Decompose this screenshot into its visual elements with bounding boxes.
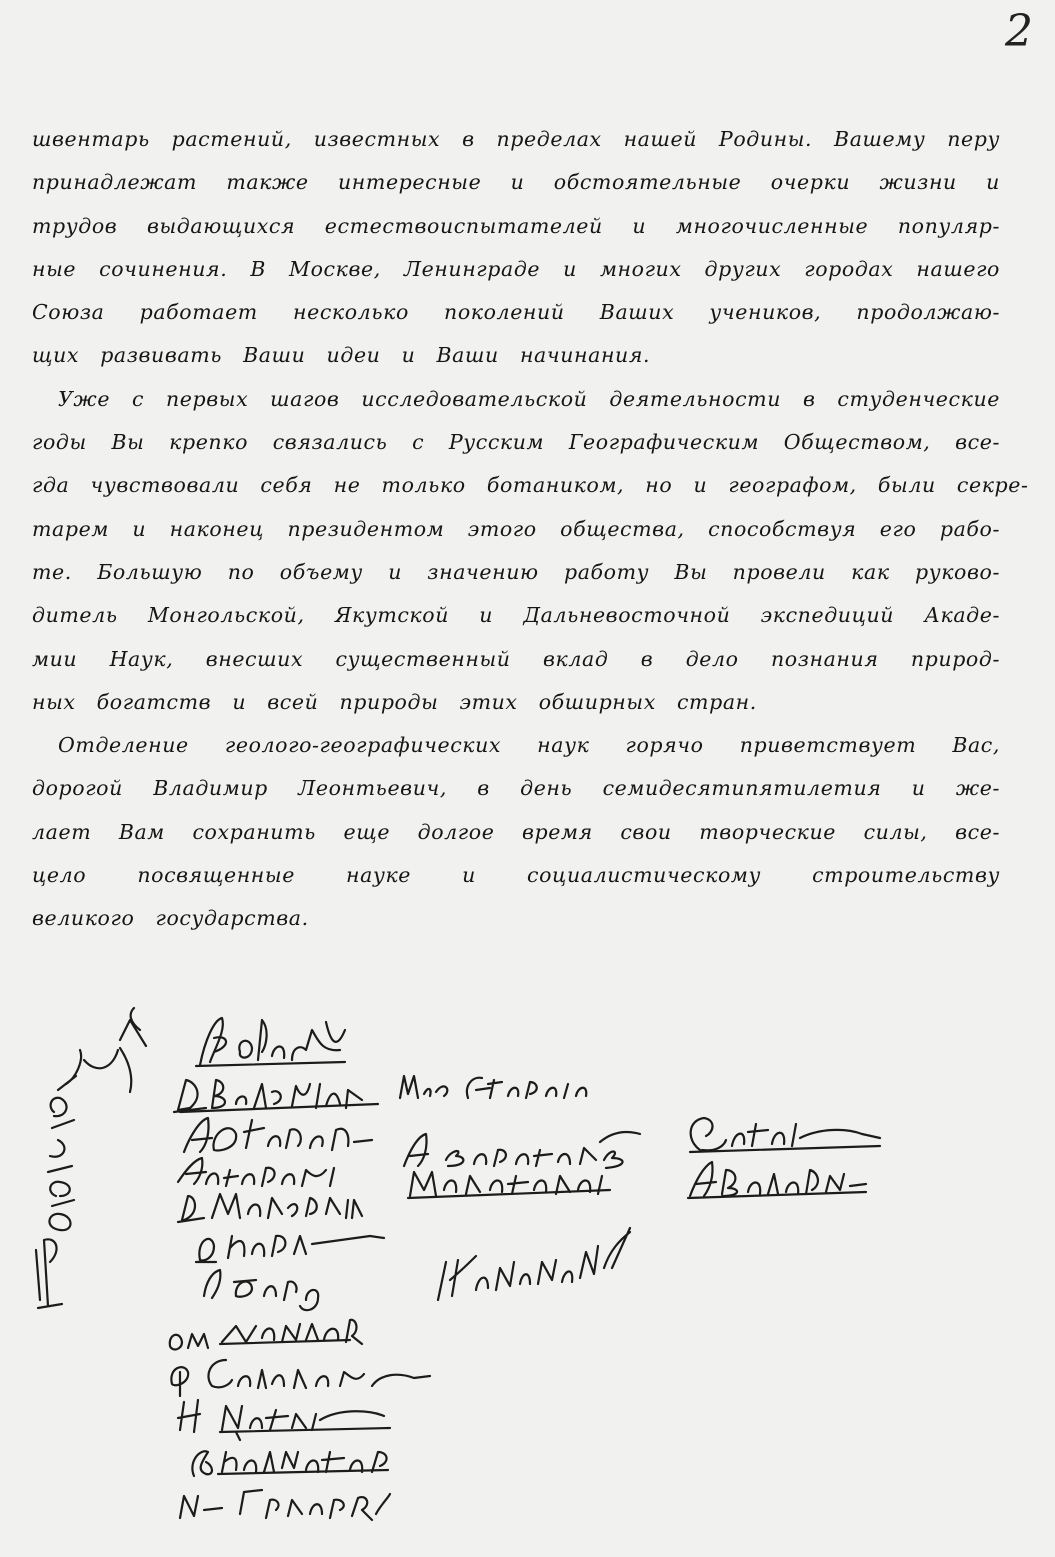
- signature-korzh: [196, 1236, 384, 1262]
- text-line: щих развивать Ваши идеи и Ваши начинания.: [32, 343, 651, 368]
- signatures-drawing: [0, 1000, 1055, 1540]
- signature-arkhangelsky: [178, 1158, 334, 1186]
- signature-katushenok: [438, 1228, 630, 1300]
- text-line: трудов выдающихся естествоиспытателей и многочисленные популяр-: [32, 213, 1000, 238]
- signature-fersman: [184, 1118, 372, 1152]
- signature-block: [0, 1000, 1055, 1540]
- text-line: те. Большую по объему и значению работу Вы провели как руково-: [32, 559, 1000, 584]
- letter-body: [32, 118, 1029, 941]
- text-line: гда чувствовали себя не только ботаником, но и географом, были секре-: [32, 473, 1029, 498]
- signature-malyavkin: [178, 1194, 362, 1222]
- signature-obruchev: [196, 1018, 345, 1066]
- signature-tsitsin: [178, 1400, 390, 1440]
- text-line: мии Наук, внесших существенный вклад в дело познания природ-: [32, 646, 1000, 671]
- signature-volodin: [688, 1162, 866, 1198]
- page-number: 2: [1005, 6, 1033, 57]
- signature-grigoriev: [180, 1490, 390, 1520]
- signature-kolbitov: [192, 1451, 388, 1476]
- signature-saukov: [171, 1360, 430, 1396]
- text-line: лает Вам сохранить еще долгое время свои творческие силы, все-: [32, 819, 1000, 844]
- signature-gerasimov-vertical: [36, 1008, 146, 1308]
- signature-strakhov: [170, 1320, 362, 1350]
- text-line: цело посвященные науке и социалистическому строительству: [32, 863, 1000, 888]
- signature-matveev: [690, 1118, 880, 1152]
- text-line: ные сочинения. В Москве, Ленинграде и многих других городах нашего: [32, 256, 1000, 281]
- text-line: швентарь растений, известных в пределах нашей Родины. Вашему перу: [32, 127, 1000, 151]
- text-line: дитель Монгольской, Якутской и Дальневосточной экспедиций Акаде-: [32, 603, 1000, 628]
- text-line: Отделение геолого-географических наук горячо приветствует Вас,: [58, 733, 1000, 758]
- signature-maslennikov: [408, 1172, 610, 1198]
- text-line: дорогой Владимир Леонтьевич, в день семидесятипятилетия и же-: [32, 776, 1000, 801]
- text-line: Уже с первых шагов исследовательской деятельности в студенческие: [58, 386, 1000, 411]
- text-line: годы Вы крепко связались с Русским Географическим Обществом, все-: [32, 430, 1000, 455]
- text-line: тарем и наконец президентом этого общества, способствуя его рабо-: [32, 516, 1000, 541]
- text-line: принадлежат также интересные и обстоятельные очерки жизни и: [32, 170, 1000, 195]
- signature-belyankin: [174, 1080, 378, 1112]
- text-line: великого государства.: [32, 906, 309, 931]
- signature-zavaritsky: [404, 1132, 640, 1168]
- signature-stepanov: [400, 1076, 586, 1098]
- text-line: ных богатств и всей природы этих обширных стран.: [32, 689, 757, 714]
- text-line: Союза работает несколько поколений Ваших учеников, продолжаю-: [32, 300, 1000, 325]
- signature-berg: [204, 1270, 318, 1310]
